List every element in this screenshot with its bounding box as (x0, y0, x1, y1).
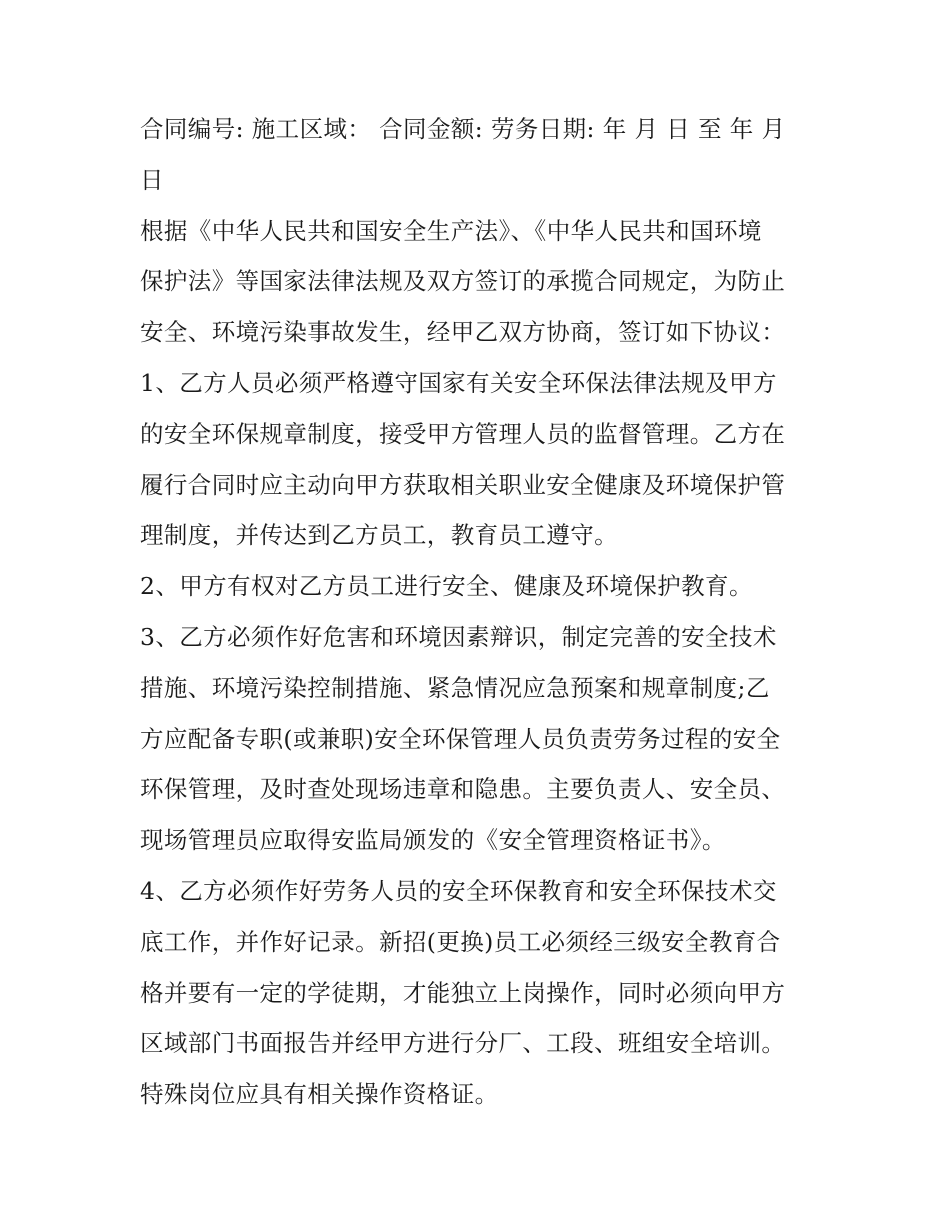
clause-2-paragraph (140, 561, 815, 612)
contract-header-line: 合同编号: 施工区域： 合同金额: 劳务日期: 年 月 日 至 年 月 (140, 115, 786, 143)
clause-3-line: 环保管理，及时查处现场违章和隐患。主要负责人、安全员、 (140, 775, 786, 804)
clause-1-line: 理制度，并传达到乙方员工，教育员工遵守。 (140, 521, 618, 550)
clause-4-line: 底工作，并作好记录。新招(更换)员工必须经三级安全教育合 (140, 927, 781, 956)
clause-4-line: 特殊岗位应具有相关操作资格证。 (140, 1080, 499, 1109)
clause-1-line: 1、乙方人员必须严格遵守国家有关安全环保法律法规及甲方 (140, 368, 777, 397)
clause-4-line: 格并要有一定的学徒期，才能独立上岗操作，同时必须向甲方 (140, 978, 786, 1007)
clause-1-paragraph (140, 358, 815, 561)
intro-paragraph (140, 206, 815, 358)
clause-3-line: 方应配备专职(或兼职)安全环保管理人员负责劳务过程的安全 (140, 724, 781, 753)
clause-4-paragraph (140, 866, 815, 1120)
contract-header (140, 104, 815, 206)
clause-3-line: 3、乙方必须作好危害和环境因素辩识，制定完善的安全技术 (140, 622, 777, 651)
clause-4-line: 区域部门书面报告并经甲方进行分厂、工段、班组安全培训。 (140, 1029, 786, 1058)
clause-4-line: 4、乙方必须作好劳务人员的安全环保教育和安全环保技术交 (140, 876, 777, 905)
clause-3-line: 措施、环境污染控制措施、紧急情况应急预案和规章制度;乙 (140, 673, 770, 702)
intro-line: 安全、环境污染事故发生，经甲乙双方协商，签订如下协议： (140, 318, 786, 347)
intro-line: 根据《中华人民共和国安全生产法》、《中华人民共和国环境 (140, 216, 762, 245)
contract-header-line: 日 (140, 165, 164, 194)
intro-line: 保护法》等国家法律法规及双方签订的承揽合同规定，为防止 (140, 267, 786, 296)
clause-1-line: 的安全环保规章制度，接受甲方管理人员的监督管理。乙方在 (140, 419, 786, 448)
clause-2-line: 2、甲方有权对乙方员工进行安全、健康及环境保护教育。 (140, 572, 753, 601)
clause-1-line: 履行合同时应主动向甲方获取相关职业安全健康及环境保护管 (140, 470, 786, 499)
clause-3-paragraph (140, 612, 815, 866)
clause-3-line: 现场管理员应取得安监局颁发的《安全管理资格证书》。 (140, 826, 726, 855)
document-body (140, 104, 815, 1120)
